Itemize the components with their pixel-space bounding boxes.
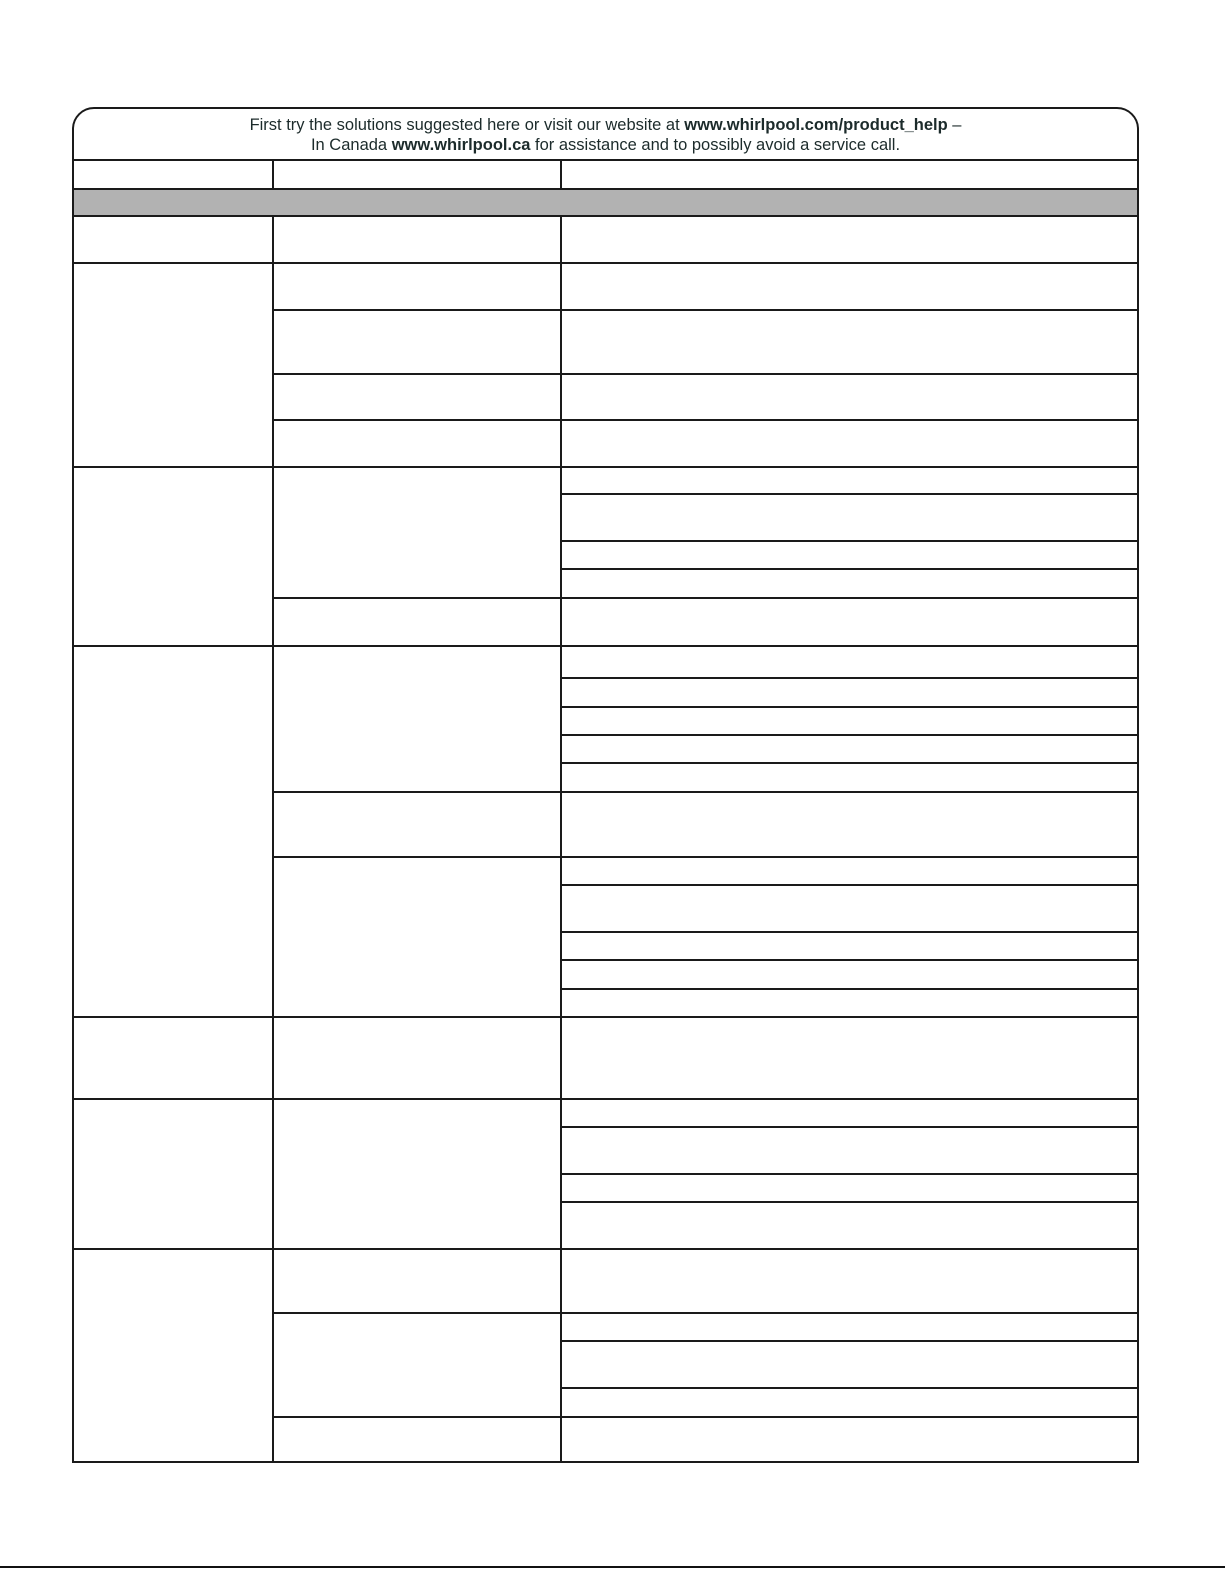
solution-divider — [560, 988, 1139, 990]
solution-divider — [560, 1126, 1139, 1128]
cause-divider — [272, 1312, 1139, 1314]
solution-divider — [560, 1387, 1139, 1389]
cause-divider — [272, 1416, 1139, 1418]
solution-divider — [560, 884, 1139, 886]
header-line-2-suffix: for assistance and to possibly avoid a service call. — [530, 135, 901, 154]
solution-divider — [560, 734, 1139, 736]
group-divider — [72, 466, 1139, 468]
group-divider — [72, 262, 1139, 264]
solution-divider — [560, 1340, 1139, 1342]
header-line-2-text: In Canada — [310, 135, 392, 154]
cause-divider — [272, 373, 1139, 375]
cause-divider — [272, 309, 1139, 311]
solution-divider — [560, 931, 1139, 933]
header-divider — [72, 159, 1139, 161]
solution-divider — [560, 1201, 1139, 1203]
cause-divider — [272, 856, 1139, 858]
group-divider — [72, 1098, 1139, 1100]
solution-divider — [560, 959, 1139, 961]
section-band-bottom — [72, 215, 1139, 217]
whirlpool-ca-link[interactable]: www.whirlpool.ca — [391, 135, 531, 154]
solution-divider — [560, 677, 1139, 679]
section-band — [74, 190, 1137, 216]
solution-divider — [560, 762, 1139, 764]
solution-divider — [560, 493, 1139, 495]
solution-divider — [560, 540, 1139, 542]
solution-divider — [560, 568, 1139, 570]
cause-divider — [272, 419, 1139, 421]
group-divider — [72, 645, 1139, 647]
column-divider-2-top — [560, 160, 562, 189]
cause-divider — [272, 791, 1139, 793]
whirlpool-us-link[interactable]: www.whirlpool.com/product_help — [684, 116, 948, 134]
header-line-1 — [74, 116, 1137, 136]
solution-divider — [560, 1173, 1139, 1175]
column-divider-1-top — [272, 160, 274, 189]
cause-divider — [272, 597, 1139, 599]
group-divider — [72, 1248, 1139, 1250]
group-divider — [72, 1016, 1139, 1018]
solution-divider — [560, 706, 1139, 708]
header-line-2 — [74, 136, 1137, 156]
column-divider-2 — [560, 216, 562, 1462]
table-header-note — [74, 116, 1137, 155]
page-bottom-rule — [0, 1566, 1225, 1568]
header-line-1-text: First try the solutions suggested here or visit our website at — [249, 116, 685, 134]
header-line-1-suffix: – — [947, 116, 962, 134]
column-divider-1 — [272, 216, 274, 1462]
